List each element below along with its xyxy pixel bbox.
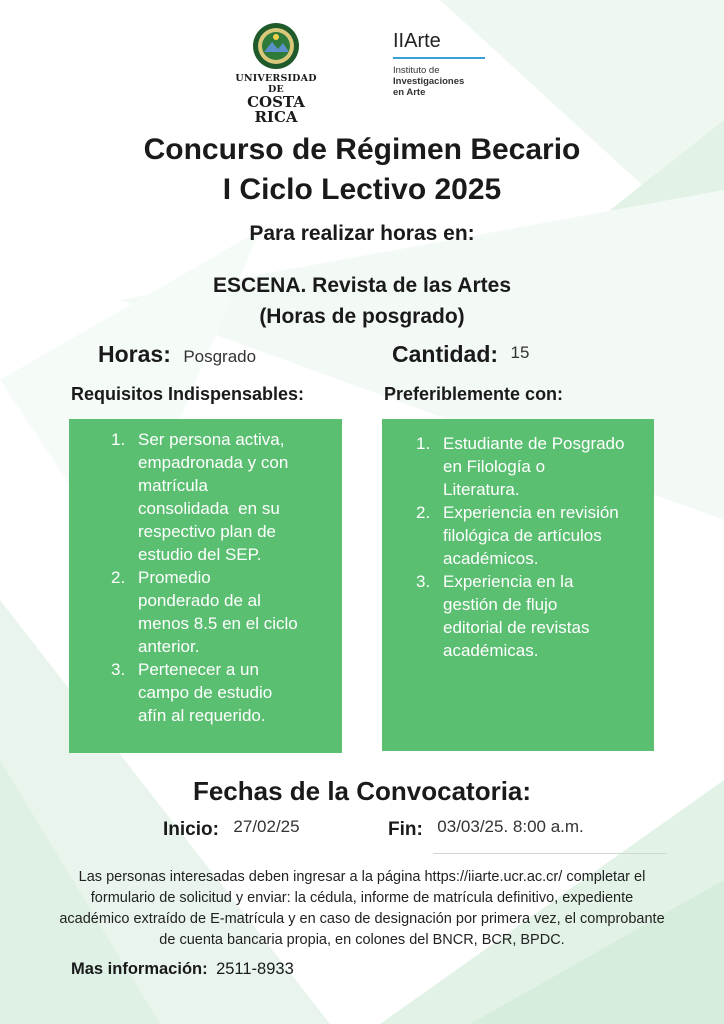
list-item [99,566,334,658]
iiarte-full-line1: Instituto de [393,65,440,76]
ucr-logo [226,22,326,126]
divider [433,853,667,854]
preferred-box [382,419,654,751]
list-item-line: Estudiante de Posgrado [443,434,625,453]
iiarte-logo [393,30,493,98]
preferred-title: Preferiblemente con: [384,384,564,404]
end-date-row [388,817,584,841]
list-item-line: matrícula [138,476,208,495]
end-date-label: Fin: [388,819,423,840]
start-date-row [163,817,300,841]
list-item-line: afín al requerido. [138,706,266,725]
list-item-line: consolidada en su [138,499,280,518]
list-item-line: en Filología o [443,457,546,476]
end-date-value: 03/03/25. 8:00 a.m. [437,817,584,836]
more-info-phone: 2511-8933 [216,960,294,978]
preferred-list [404,432,646,662]
list-item [404,432,646,501]
hours-row [98,341,256,368]
dates-title: Fechas de la Convocatoria: [192,776,532,806]
requirements-box [69,419,342,753]
quantity-label: Cantidad: [392,341,499,367]
instructions-line: Las personas interesadas deben ingresar a la página https://iiarte.ucr.ac.cr/ completar el [78,869,646,885]
instructions-line: de cuenta bancaria propia, en colones del BNCR, BCR, BPDC. [159,932,565,948]
more-info-label: Mas información: [71,960,208,978]
hours-label: Horas: [98,341,171,367]
iiarte-full-line2: Investigaciones [393,76,465,87]
start-date-value: 27/02/25 [233,817,300,836]
iiarte-full-line3: en Arte [393,87,426,98]
ucr-name-line2: COSTA RICA [247,93,305,126]
unit-line2: (Horas de posgrado) [259,305,465,328]
list-item-line: Experiencia en revisión [443,503,619,522]
list-item-line: Ser persona activa, [138,430,285,449]
list-item-line: académicos. [443,549,539,568]
list-item-line: académicas. [443,641,539,660]
list-item-number: 1. [416,434,431,453]
list-item-line: gestión de flujo [443,595,558,614]
requirements-list [99,428,334,727]
list-item-line: editorial de revistas [443,618,590,637]
list-item-line: ponderado de al [138,591,261,610]
list-item [404,501,646,570]
list-item-line: anterior. [138,637,200,656]
list-item-line: menos 8.5 en el ciclo [138,614,298,633]
start-date-label: Inicio: [163,819,219,840]
title-line2: I Ciclo Lectivo 2025 [222,173,502,206]
list-item [99,658,334,727]
list-item-number: 2. [416,503,431,522]
list-item-number: 3. [111,660,126,679]
quantity-row [392,341,529,368]
instructions-line: formulario de solicitud y enviar: la cédula, informe de matrícula definitivo, expediente [90,890,634,906]
list-item-number: 3. [416,572,431,591]
instructions-line: académico extraído de E-matrícula y en caso de designación por primera vez, el comprobante [59,911,665,927]
ucr-seal-icon [252,22,300,70]
list-item-number: 2. [111,568,126,587]
requirements-title: Requisitos Indispensables: [71,384,305,404]
list-item-line: Promedio [138,568,211,587]
list-item-line: Pertenecer a un [138,660,259,679]
more-info-row [71,960,294,979]
hours-value: Posgrado [183,347,257,366]
list-item-line: filológica de artículos [443,526,602,545]
list-item-line: respectivo plan de [138,522,276,541]
list-item [404,570,646,662]
list-item-line: campo de estudio [138,683,273,702]
subtitle: Para realizar horas en: [249,222,475,245]
list-item-line: estudio del SEP. [138,545,262,564]
title-line1: Concurso de Régimen Becario [143,133,581,166]
ucr-name-line1: UNIVERSIDAD DE [235,73,317,95]
quantity-value: 15 [510,343,530,362]
list-item-line: Experiencia en la [443,572,574,591]
iiarte-rule [393,57,485,59]
list-item-line: empadronada y con [138,453,289,472]
list-item [99,428,334,566]
iiarte-short-name: IIArte [393,30,441,52]
unit-line1: ESCENA. Revista de las Artes [212,274,511,297]
instructions-text [0,867,724,951]
list-item-line: Literatura. [443,480,520,499]
list-item-number: 1. [111,430,126,449]
